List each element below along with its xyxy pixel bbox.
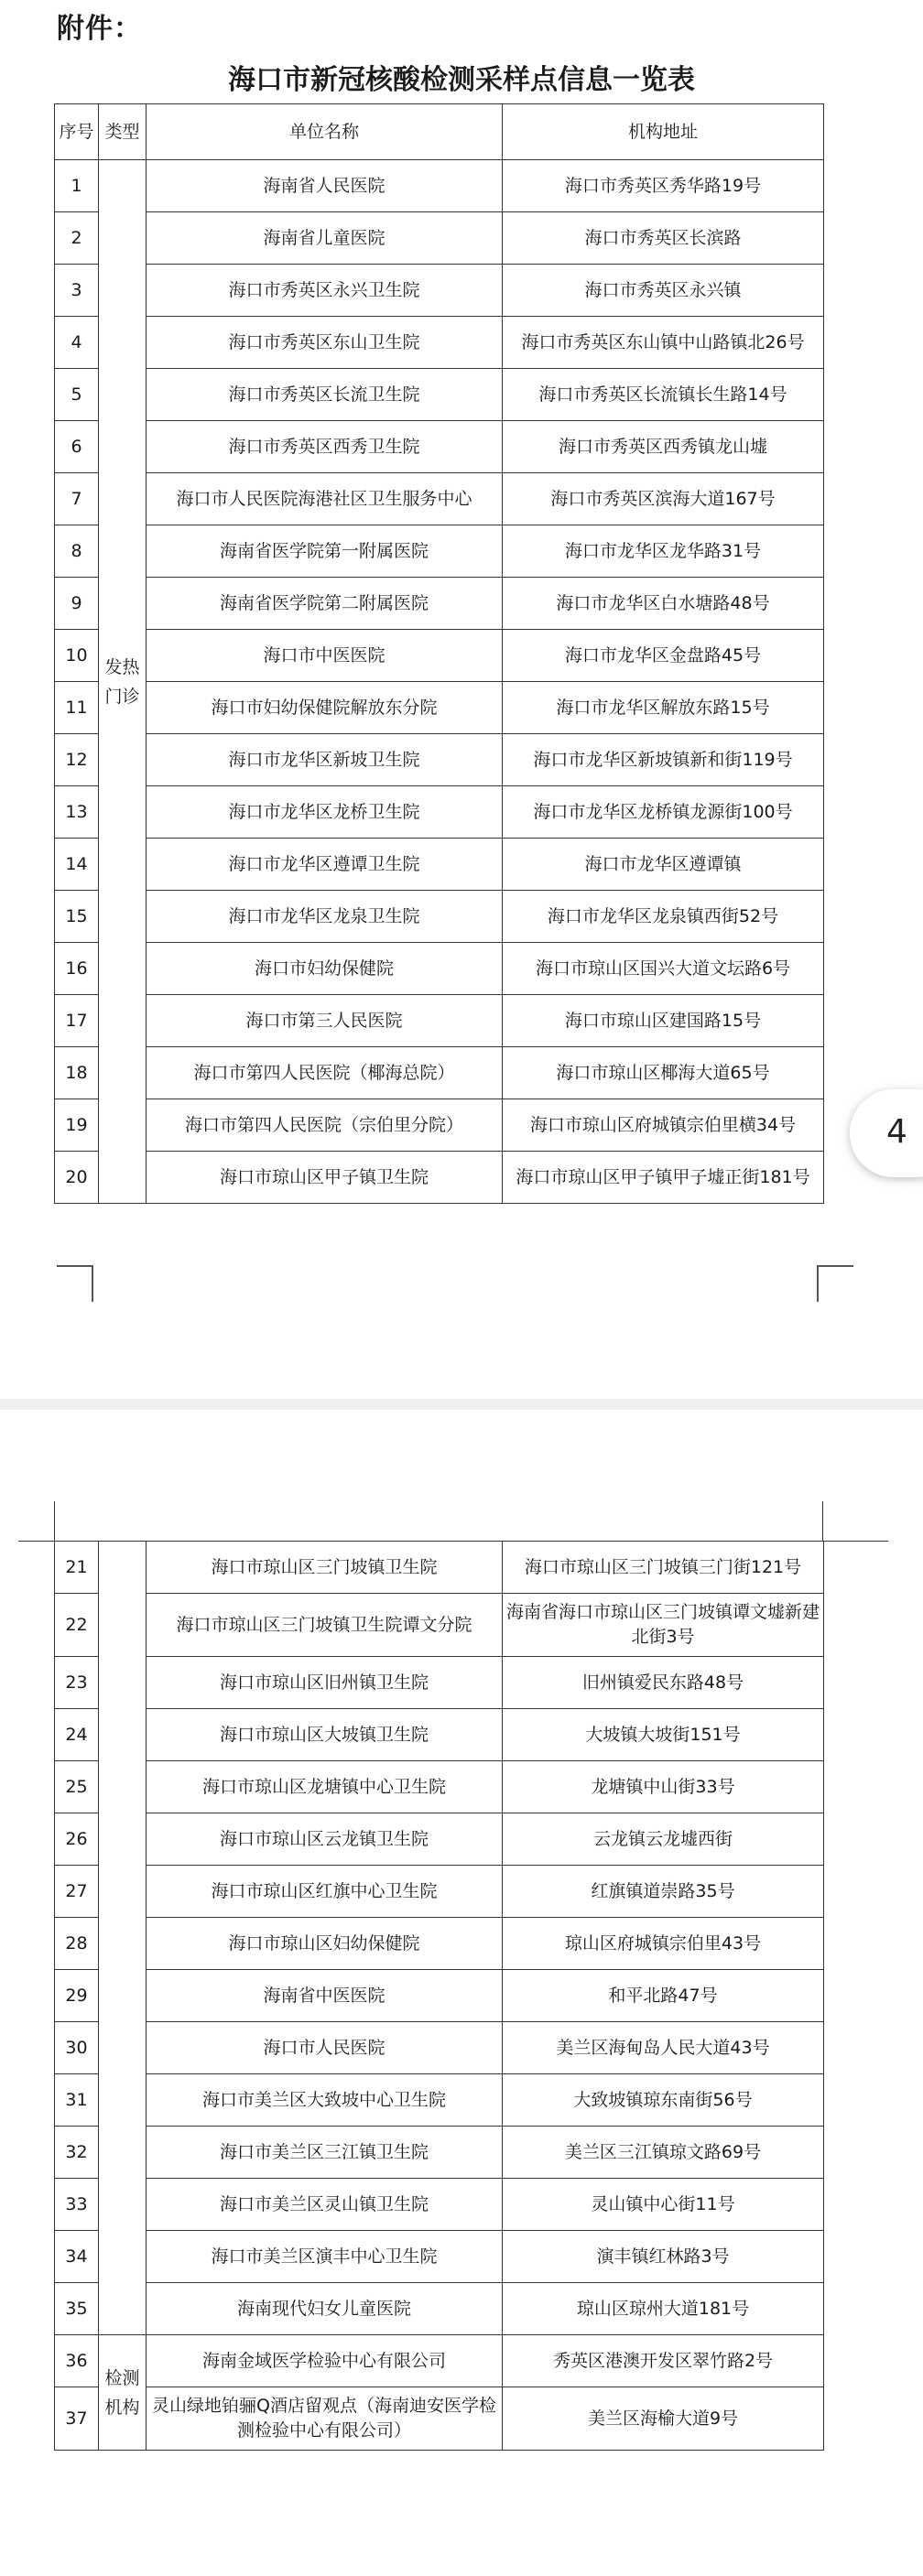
institution-address: 大致坡镇琼东南街56号: [503, 2074, 824, 2127]
row-number: 15: [55, 891, 99, 943]
institution-name: 海口市龙华区龙桥卫生院: [147, 786, 503, 839]
table-row: [55, 943, 824, 995]
institution-address: 海口市龙华区龙桥镇龙源街100号: [503, 786, 824, 839]
institution-name: 海口市秀英区西秀卫生院: [147, 421, 503, 473]
institution-address: 海口市龙华区遵谭镇: [503, 839, 824, 891]
table-row: [55, 160, 824, 212]
document-title: 海口市新冠核酸检测采样点信息一览表: [228, 64, 695, 96]
institution-name: 海口市美兰区演丰中心卫生院: [147, 2231, 503, 2283]
table-row: [55, 1047, 824, 1099]
table-row: [55, 1761, 824, 1813]
row-number: 31: [55, 2074, 99, 2127]
row-number: 26: [55, 1813, 99, 1866]
table-row: [55, 2335, 824, 2387]
page-two: [0, 1410, 923, 2576]
page-number: 4: [886, 1113, 907, 1151]
institution-address: 海口市秀英区长滨路: [503, 212, 824, 265]
institution-name: 海口市人民医院: [147, 2022, 503, 2074]
row-number: 36: [55, 2335, 99, 2387]
institution-address: 美兰区海甸岛人民大道43号: [503, 2022, 824, 2074]
institution-name: 海口市第四人民医院（椰海总院）: [147, 1047, 503, 1099]
table-row: [55, 2387, 824, 2451]
row-number: 29: [55, 1970, 99, 2022]
row-number: 10: [55, 630, 99, 682]
table-row: [55, 1594, 824, 1657]
institution-name: 海口市琼山区龙塘镇中心卫生院: [147, 1761, 503, 1813]
table-row: [55, 421, 824, 473]
row-number: 1: [55, 160, 99, 212]
row-number: 24: [55, 1709, 99, 1761]
header-type: 类型: [99, 104, 147, 160]
table-row: [55, 265, 824, 317]
institution-address: 海口市琼山区椰海大道65号: [503, 1047, 824, 1099]
row-number: 9: [55, 578, 99, 630]
institution-name: 海南金域医学检验中心有限公司: [147, 2335, 503, 2387]
institution-name: 海口市中医医院: [147, 630, 503, 682]
page-corner-mark-right: [817, 1265, 853, 1302]
row-number: 22: [55, 1594, 99, 1657]
institution-name: 海口市秀英区长流卫生院: [147, 369, 503, 421]
header-address: 机构地址: [503, 104, 824, 160]
table-row: [55, 1970, 824, 2022]
institution-address: 海口市琼山区府城镇宗伯里横34号: [503, 1099, 824, 1152]
margin-mark-right: [822, 1501, 823, 1541]
institution-name: 海口市琼山区红旗中心卫生院: [147, 1866, 503, 1918]
row-number: 23: [55, 1657, 99, 1709]
institution-name: 海口市琼山区大坡镇卫生院: [147, 1709, 503, 1761]
institution-address: 海口市琼山区甲子镇甲子墟正街181号: [503, 1152, 824, 1204]
institution-name: 海口市妇幼保健院解放东分院: [147, 682, 503, 734]
institution-address: 海口市龙华区金盘路45号: [503, 630, 824, 682]
row-number: 2: [55, 212, 99, 265]
table-row: [55, 891, 824, 943]
row-number: 21: [55, 1542, 99, 1594]
institution-name: 海口市琼山区旧州镇卫生院: [147, 1657, 503, 1709]
institution-name: 海口市秀英区永兴卫生院: [147, 265, 503, 317]
row-number: 4: [55, 317, 99, 369]
institution-address: 龙塘镇中山街33号: [503, 1761, 824, 1813]
institution-address: 海口市龙华区龙泉镇西街52号: [503, 891, 824, 943]
page-separator: [0, 1399, 923, 1410]
table-row: [55, 1709, 824, 1761]
table-row: [55, 317, 824, 369]
table-row: [55, 1813, 824, 1866]
row-number: 19: [55, 1099, 99, 1152]
table-row: [55, 2231, 824, 2283]
institution-address: 海口市龙华区龙华路31号: [503, 525, 824, 578]
institution-name: 海口市琼山区甲子镇卫生院: [147, 1152, 503, 1204]
institution-name: 海南现代妇女儿童医院: [147, 2283, 503, 2335]
row-number: 33: [55, 2179, 99, 2231]
table-row: [55, 2127, 824, 2179]
institution-name: 海口市琼山区三门坡镇卫生院: [147, 1542, 503, 1594]
institution-address: 琼山区府城镇宗伯里43号: [503, 1918, 824, 1970]
institution-address: 海南省海口市琼山区三门坡镇谭文墟新建北街3号: [503, 1594, 824, 1657]
table-row: [55, 2179, 824, 2231]
row-number: 14: [55, 839, 99, 891]
institution-name: 海南省医学院第二附属医院: [147, 578, 503, 630]
institution-address: 灵山镇中心街11号: [503, 2179, 824, 2231]
institution-name: 海口市美兰区三江镇卫生院: [147, 2127, 503, 2179]
margin-mark-left: [54, 1501, 55, 1541]
institution-address: 海口市龙华区解放东路15号: [503, 682, 824, 734]
institution-name: 海口市第四人民医院（宗伯里分院）: [147, 1099, 503, 1152]
row-number: 35: [55, 2283, 99, 2335]
table-row: [55, 734, 824, 786]
table-row: [55, 1542, 824, 1594]
row-number: 7: [55, 473, 99, 525]
institution-address: 海口市琼山区建国路15号: [503, 995, 824, 1047]
row-number: 30: [55, 2022, 99, 2074]
row-number: 20: [55, 1152, 99, 1204]
row-number: 32: [55, 2127, 99, 2179]
table-row: [55, 2074, 824, 2127]
row-number: 3: [55, 265, 99, 317]
institution-address: 海口市秀英区永兴镇: [503, 265, 824, 317]
institution-address: 云龙镇云龙墟西街: [503, 1813, 824, 1866]
table-row: [55, 1152, 824, 1204]
institution-name: 海口市人民医院海港社区卫生服务中心: [147, 473, 503, 525]
category-continued: [99, 1542, 147, 2335]
table-row: [55, 839, 824, 891]
table-row: [55, 995, 824, 1047]
row-number: 25: [55, 1761, 99, 1813]
sampling-sites-table-part1: [54, 103, 824, 1204]
table-row: [55, 2022, 824, 2074]
category-fever-clinic: 发热门诊: [99, 160, 147, 1204]
institution-name: 海南省儿童医院: [147, 212, 503, 265]
header-no: 序号: [55, 104, 99, 160]
table-row: [55, 1866, 824, 1918]
row-number: 6: [55, 421, 99, 473]
institution-address: 旧州镇爱民东路48号: [503, 1657, 824, 1709]
page-corner-mark-left: [57, 1265, 93, 1302]
institution-address: 琼山区琼州大道181号: [503, 2283, 824, 2335]
institution-name: 海口市妇幼保健院: [147, 943, 503, 995]
institution-name: 海南省人民医院: [147, 160, 503, 212]
institution-address: 美兰区三江镇琼文路69号: [503, 2127, 824, 2179]
table-row: [55, 786, 824, 839]
page-number-indicator[interactable]: [850, 1089, 923, 1177]
institution-name: 海口市龙华区新坡卫生院: [147, 734, 503, 786]
row-number: 34: [55, 2231, 99, 2283]
category-testing-org: 检测机构: [99, 2335, 147, 2451]
institution-address: 海口市龙华区新坡镇新和街119号: [503, 734, 824, 786]
institution-address: 大坡镇大坡街151号: [503, 1709, 824, 1761]
institution-name: 海口市龙华区龙泉卫生院: [147, 891, 503, 943]
header-name: 单位名称: [147, 104, 503, 160]
row-number: 37: [55, 2387, 99, 2451]
institution-name: 海口市美兰区灵山镇卫生院: [147, 2179, 503, 2231]
row-number: 28: [55, 1918, 99, 1970]
institution-name: 灵山绿地铂骊Q酒店留观点（海南迪安医学检测检验中心有限公司）: [147, 2387, 503, 2451]
table-row: [55, 1099, 824, 1152]
row-number: 8: [55, 525, 99, 578]
institution-address: 演丰镇红林路3号: [503, 2231, 824, 2283]
table-row: [55, 1918, 824, 1970]
institution-address: 海口市秀英区长流镇长生路14号: [503, 369, 824, 421]
institution-address: 海口市秀英区滨海大道167号: [503, 473, 824, 525]
table-row: [55, 682, 824, 734]
institution-name: 海南省中医医院: [147, 1970, 503, 2022]
table-row: [55, 212, 824, 265]
institution-address: 海口市龙华区白水塘路48号: [503, 578, 824, 630]
row-number: 16: [55, 943, 99, 995]
institution-name: 海口市秀英区东山卫生院: [147, 317, 503, 369]
institution-address: 海口市秀英区秀华路19号: [503, 160, 824, 212]
sampling-sites-table-part2: [54, 1541, 824, 2451]
table-row: [55, 630, 824, 682]
row-number: 17: [55, 995, 99, 1047]
institution-name: 海口市琼山区妇幼保健院: [147, 1918, 503, 1970]
row-number: 5: [55, 369, 99, 421]
table-row: [55, 473, 824, 525]
row-number: 12: [55, 734, 99, 786]
institution-address: 海口市琼山区三门坡镇三门街121号: [503, 1542, 824, 1594]
institution-name: 海南省医学院第一附属医院: [147, 525, 503, 578]
table-row: [55, 369, 824, 421]
institution-name: 海口市龙华区遵谭卫生院: [147, 839, 503, 891]
institution-address: 红旗镇道崇路35号: [503, 1866, 824, 1918]
institution-name: 海口市美兰区大致坡中心卫生院: [147, 2074, 503, 2127]
table-row: [55, 2283, 824, 2335]
institution-address: 海口市琼山区国兴大道文坛路6号: [503, 943, 824, 995]
institution-address: 海口市秀英区西秀镇龙山墟: [503, 421, 824, 473]
table-row: [55, 525, 824, 578]
row-number: 13: [55, 786, 99, 839]
institution-address: 和平北路47号: [503, 1970, 824, 2022]
table-row: [55, 578, 824, 630]
table-row: [55, 1657, 824, 1709]
attachment-label: 附件：: [57, 13, 142, 45]
institution-address: 海口市秀英区东山镇中山路镇北26号: [503, 317, 824, 369]
row-number: 18: [55, 1047, 99, 1099]
row-number: 11: [55, 682, 99, 734]
institution-name: 海口市第三人民医院: [147, 995, 503, 1047]
table-header-row: [55, 104, 824, 160]
institution-name: 海口市琼山区云龙镇卫生院: [147, 1813, 503, 1866]
institution-address: 秀英区港澳开发区翠竹路2号: [503, 2335, 824, 2387]
institution-name: 海口市琼山区三门坡镇卫生院谭文分院: [147, 1594, 503, 1657]
row-number: 27: [55, 1866, 99, 1918]
institution-address: 美兰区海榆大道9号: [503, 2387, 824, 2451]
